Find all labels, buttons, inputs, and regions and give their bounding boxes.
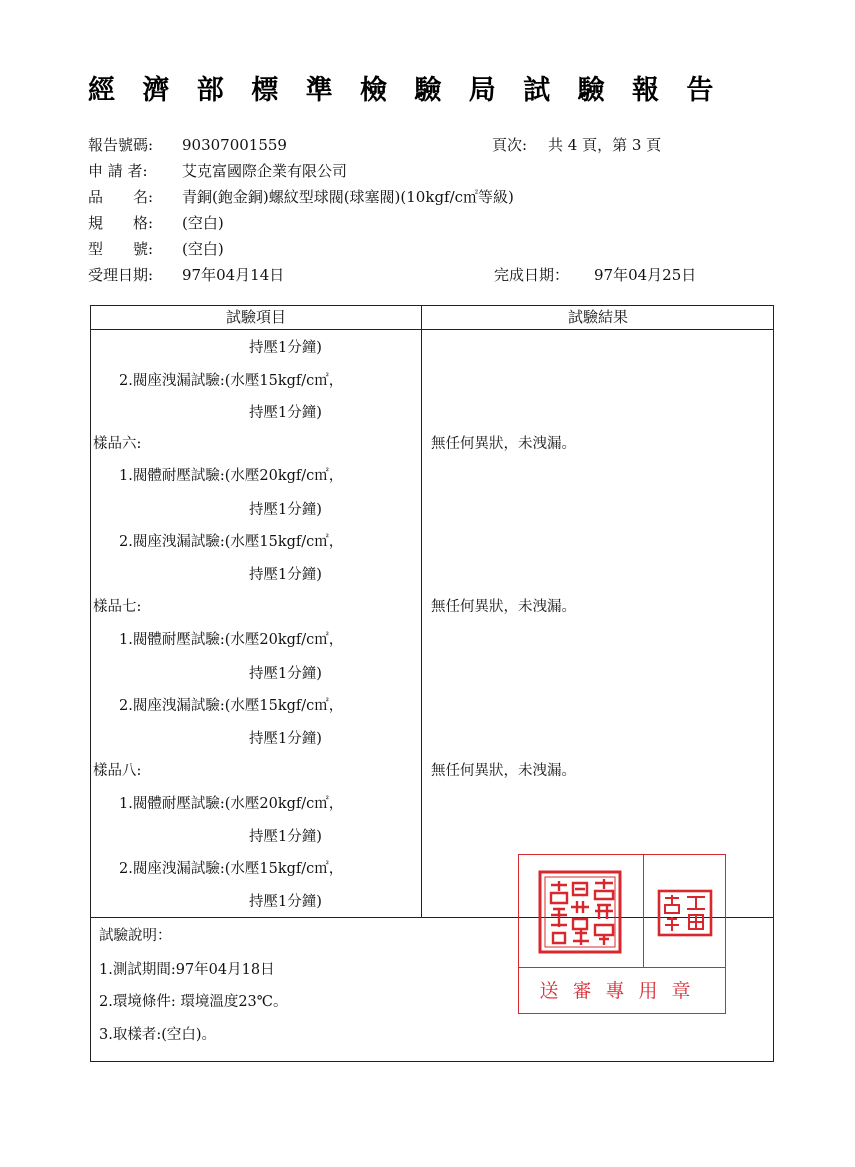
personal-seal-icon	[657, 889, 713, 937]
received-label: 受理日期:	[88, 266, 154, 284]
page-value: 共 4 頁，第 3 頁	[548, 136, 662, 154]
item-line: 1.閥體耐壓試驗:(水壓20kgf/c㎡，	[119, 632, 344, 648]
item-line: 2.閥座洩漏試驗:(水壓15kgf/c㎡，	[119, 861, 344, 877]
report-no-value: 90307001559	[182, 136, 287, 154]
company-seal-icon	[537, 869, 623, 955]
received-value: 97年04月14日	[182, 266, 285, 284]
item-line: 持壓1分鐘)	[249, 340, 322, 356]
page-label: 頁次:	[492, 136, 528, 154]
meta-row-product	[88, 185, 688, 209]
model-value: (空白)	[182, 240, 224, 258]
stamp-divider-horizontal	[519, 967, 725, 968]
item-line: 2.閥座洩漏試驗:(水壓15kgf/c㎡，	[119, 373, 344, 389]
sample-heading: 樣品八:	[93, 763, 142, 779]
meta-row-spec	[88, 211, 688, 235]
approval-stamp-box	[518, 854, 726, 1014]
completed-label: 完成日期：	[494, 266, 570, 284]
spec-value: (空白)	[182, 214, 224, 232]
applicant-value: 艾克富國際企業有限公司	[182, 162, 348, 180]
notes-heading: 試驗說明：	[99, 928, 172, 944]
note-item: 1.測試期間:97年04月18日	[99, 962, 275, 978]
sample-heading: 樣品六:	[93, 436, 142, 452]
meta-row-dates	[88, 263, 697, 287]
item-line: 持壓1分鐘)	[249, 731, 322, 747]
item-line: 持壓1分鐘)	[249, 894, 322, 910]
meta-row-applicant	[88, 159, 688, 183]
item-line: 2.閥座洩漏試驗:(水壓15kgf/c㎡，	[119, 534, 344, 550]
result-sample-6: 無任何異狀，未洩漏。	[431, 436, 576, 452]
report-no-label: 報告號碼:	[88, 136, 154, 154]
column-header-results: 試驗結果	[567, 308, 628, 326]
applicant-label: 申 請 者:	[88, 162, 148, 180]
completed-value: 97年04月25日	[594, 266, 697, 284]
sample-heading: 樣品七:	[93, 599, 142, 615]
product-value: 青銅(鉋金銅)螺紋型球閥(球塞閥)(10kgf/c㎡等級)	[182, 188, 514, 206]
item-line: 持壓1分鐘)	[249, 567, 322, 583]
meta-row-model	[88, 237, 688, 261]
item-line: 1.閥體耐壓試驗:(水壓20kgf/c㎡，	[119, 468, 344, 484]
stamp-caption: 送審專用章	[539, 980, 705, 1002]
result-sample-8: 無任何異狀，未洩漏。	[431, 763, 576, 779]
item-line: 2.閥座洩漏試驗:(水壓15kgf/c㎡，	[119, 698, 344, 714]
stamp-divider-vertical	[643, 855, 644, 967]
document-title: 經 濟 部 標 準 檢 驗 局 試 驗 報 告	[88, 75, 723, 106]
note-item: 3.取樣者:(空白)。	[99, 1027, 217, 1043]
item-line: 1.閥體耐壓試驗:(水壓20kgf/c㎡，	[119, 796, 344, 812]
product-label: 品 名:	[88, 188, 154, 206]
item-line: 持壓1分鐘)	[249, 829, 322, 845]
header-divider	[91, 329, 773, 330]
item-line: 持壓1分鐘)	[249, 666, 322, 682]
note-item: 2.環境條件: 環境溫度23℃。	[99, 994, 288, 1010]
meta-row-report	[88, 133, 688, 157]
column-divider	[421, 306, 422, 917]
spec-label: 規 格:	[88, 214, 154, 232]
item-line: 持壓1分鐘)	[249, 405, 322, 421]
column-header-items: 試驗項目	[225, 308, 286, 326]
item-line: 持壓1分鐘)	[249, 502, 322, 518]
result-sample-7: 無任何異狀，未洩漏。	[431, 599, 576, 615]
model-label: 型 號:	[88, 240, 154, 258]
